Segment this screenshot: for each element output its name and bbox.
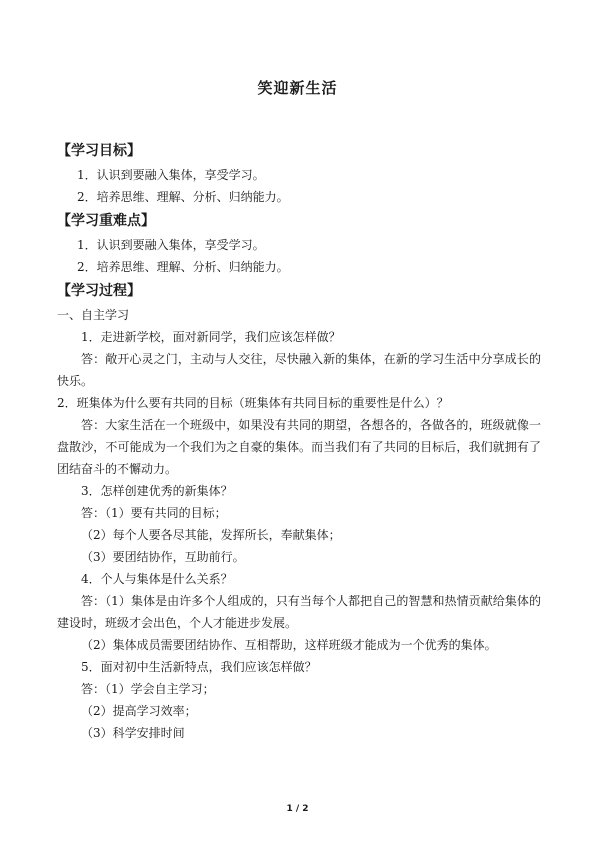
- answer-paragraph: 答：敞开心灵之门，主动与人交往，尽快融入新的集体，在新的学习生活中分享成长的快乐。: [57, 352, 541, 388]
- document-body: [57, 140, 541, 744]
- question-paragraph: 5．面对初中生活新特点，我们应该怎样做？: [81, 660, 317, 674]
- question-paragraph: 4．个人与集体是什么关系？: [81, 572, 233, 586]
- answer-paragraph: （2）提高学习效率；: [81, 704, 197, 718]
- answer-paragraph: （3）科学安排时间: [81, 726, 185, 740]
- section-heading-goals: 【学习目标】: [57, 143, 141, 159]
- answer-paragraph: 答：（1）要有共同的目标；: [81, 506, 227, 520]
- page-number: 1 / 2: [286, 804, 309, 814]
- answer-paragraph: （2）集体成员需要团结协作、互相帮助，这样班级才能成为一个优秀的集体。: [81, 638, 497, 652]
- section-heading-difficulties: 【学习重难点】: [57, 213, 155, 229]
- goal-item: 1．认识到要融入集体，享受学习。: [77, 168, 265, 182]
- process-part-heading: 一、自主学习: [57, 308, 130, 322]
- question-paragraph: 1．走进新学校，面对新同学，我们应该怎样做？: [81, 330, 341, 344]
- question-paragraph: 3．怎样创建优秀的新集体？: [81, 484, 233, 498]
- question-paragraph: 2．班集体为什么要有共同的目标（班集体有共同目标的重要性是什么）？: [57, 396, 449, 410]
- document-title: 笑迎新生活: [257, 79, 338, 97]
- answer-paragraph: （2）每个人要各尽其能，发挥所长，奉献集体；: [81, 528, 341, 542]
- goal-item: 2．培养思维、理解、分析、归纳能力。: [77, 190, 289, 204]
- answer-paragraph: 答：（1）学会自主学习；: [81, 682, 215, 696]
- difficulty-item: 1．认识到要融入集体，享受学习。: [77, 238, 265, 252]
- answer-paragraph: 答：（1）集体是由许多个人组成的，只有当每个人都把自己的智慧和热情贡献给集体的建设时，班级才会出色，个人才能进步发展。: [57, 594, 541, 630]
- answer-paragraph: （3）要团结协作，互助前行。: [81, 550, 245, 564]
- section-heading-process: 【学习过程】: [57, 283, 141, 299]
- answer-paragraph: 答：大家生活在一个班级中，如果没有共同的期望，各想各的，各做各的，班级就像一盘散沙，不可能成为一个我们为之自豪的集体。而当我们有了共同的目标后，我们就拥有了团结奋斗的不懈动力。: [57, 418, 541, 476]
- difficulty-item: 2．培养思维、理解、分析、归纳能力。: [77, 260, 289, 274]
